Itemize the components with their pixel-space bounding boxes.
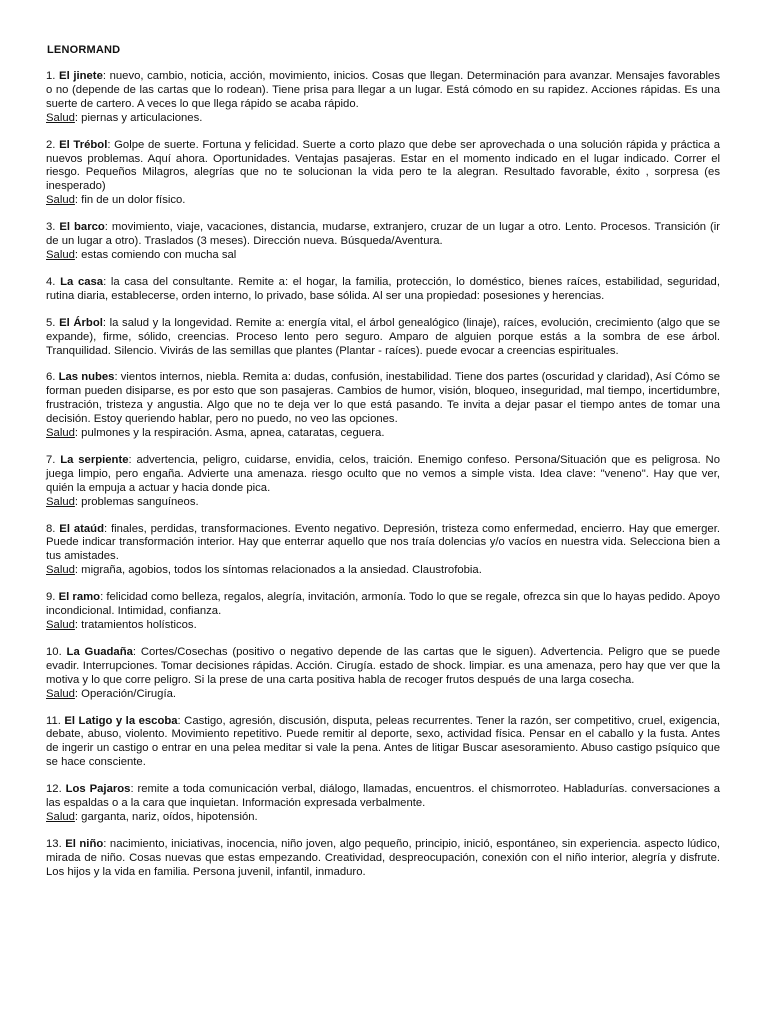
salud-text: : fin de un dolor físico.: [74, 194, 186, 207]
salud-label: Salud: [46, 810, 75, 823]
entry-text: : la salud y la longevidad. Remite a: energía vital, el árbol genealógico (linaje), raíces, evolución, crecimiento (algo que se expande), firme, sólido, creencias. Proceso lento pero seguro. Amparo de alguien porque estás a la sombra de ese árbol. Tranquilidad. Silencio. Vivirás de las semillas que plantes (Plantar - raíces). puede evocar a creencias espirituales.: [46, 316, 721, 357]
entry-number: 11.: [46, 714, 61, 727]
entry-number: 4.: [46, 275, 56, 288]
entry-text: : felicidad como belleza, regalos, alegría, invitación, armonía. Todo lo que se regale, ofrezca sin que lo hayas pedido. Apoyo incondicional. Intimidad, confianza.: [46, 591, 721, 618]
card-entry: [46, 70, 720, 126]
entry-paragraph: [46, 70, 720, 112]
salud-label: Salud: [46, 564, 75, 577]
entry-paragraph: [46, 591, 720, 619]
entry-paragraph: [46, 317, 720, 359]
entry-name: La serpiente: [60, 453, 129, 466]
salud-label: Salud: [46, 427, 75, 440]
entry-text: : Golpe de suerte. Fortuna y felicidad. Suerte a corto plazo que debe ser aprovechada o una solución rápida y práctica a nuevos problemas. Aquí ahora. Oportunidades. Ventajas pasajeras. Estar en el momento indicado en el lugar indicado. Correr el riesgo. Pequeños Milagros, alegrías que no te solucionan la vida pero te la alegran. Resultado favorable, éxito , sorpresa (es inesperado): [46, 138, 720, 193]
entry-number: 13.: [46, 837, 62, 850]
card-entry: [46, 838, 720, 880]
entry-number: 10.: [46, 645, 62, 658]
entry-name: La casa: [60, 275, 104, 288]
entry-name: El Trébol: [59, 138, 108, 151]
entry-paragraph: [46, 646, 720, 688]
salud-label: Salud: [46, 687, 75, 700]
salud-label: Salud: [46, 194, 75, 207]
entry-number: 12.: [46, 783, 62, 796]
card-entry: [46, 646, 720, 702]
document-title: LENORMAND: [47, 44, 121, 56]
entry-salud-line: [46, 249, 720, 263]
salud-text: : garganta, nariz, oídos, hipotensión.: [74, 810, 258, 823]
entry-paragraph: [46, 371, 720, 427]
entry-name: Las nubes: [58, 371, 115, 384]
entry-salud-line: [46, 811, 720, 825]
entry-paragraph: [46, 715, 720, 771]
entry-number: 8.: [46, 522, 56, 535]
card-entry: [46, 783, 720, 825]
entry-text: : Castigo, agresión, discusión, disputa, peleas recurrentes. Tener la razón, ser competitivo, cruel, exigencia, debate, abuso, violento. Movimiento repetitivo. Puede remitir al deporte, sexo, actividad física. Pensar en el caballo y la fusta. Antes de ingerir un castigo o entrar en una pelea meditar si vale la pena. Antes de litigar Buscar asesoramiento. Abuso castigo psíquico que se hace consciente.: [46, 714, 721, 769]
card-entry: [46, 715, 720, 771]
salud-label: Salud: [46, 619, 75, 631]
entry-text: : advertencia, peligro, cuidarse, envidia, celos, traición. Enemigo confeso. Persona/Situación que es peligrosa. No juega limpio, pero engaña. Advierte una amenaza. riesgo oculto que no vemos a simple vista. Idea clave: "veneno". Hay que ver, quién la empuja a actuar y hacia donde pica.: [46, 453, 720, 494]
entry-number: 6.: [46, 371, 56, 384]
entry-text: : la casa del consultante. Remite a: el hogar, la familia, protección, lo doméstico, bienes raíces, estabilidad, seguridad, rutina diaria, establecerse, orden interno, lo privado, base sólida. Al ser una propiedad: posesiones y herencias.: [46, 275, 720, 302]
entry-paragraph: [46, 783, 720, 811]
entry-name: El ramo: [58, 591, 101, 604]
entry-name: El barco: [59, 221, 105, 234]
entry-paragraph: [46, 221, 720, 249]
entry-name: El niño: [65, 837, 104, 850]
salud-label: Salud: [46, 495, 75, 508]
salud-text: : Operación/Cirugía.: [74, 687, 176, 700]
card-entry: [46, 523, 720, 579]
card-entry-list: [46, 70, 720, 893]
card-entry: [46, 454, 720, 510]
card-entry: [46, 371, 720, 441]
entry-text: : Cortes/Cosechas (positivo o negativo depende de las cartas que le siguen). Advertencia. Peligro que se puede evadir. Interrupciones. Tomar decisiones rápidas. Acción. Cirugía. estado de shock. limpiar. es una amenaza, pero hay que ver que la motiva y lo que corre peligro. Si la prese de una carta positiva habla de recoger frutos después de una larga cosecha.: [46, 645, 720, 686]
entry-paragraph: [46, 276, 720, 304]
entry-salud-line: [46, 688, 720, 702]
entry-name: La Guadaña: [66, 645, 133, 658]
entry-salud-line: [46, 427, 720, 441]
entry-number: 1.: [46, 70, 56, 82]
entry-salud-line: [46, 496, 720, 510]
entry-paragraph: [46, 523, 720, 565]
entry-salud-line: [46, 194, 720, 208]
entry-name: El Árbol: [59, 316, 103, 329]
salud-text: : pulmones y la respiración. Asma, apnea, cataratas, ceguera.: [74, 427, 385, 440]
card-entry: [46, 276, 720, 304]
salud-text: : tratamientos holísticos.: [74, 619, 197, 631]
card-entry: [46, 317, 720, 359]
entry-text: : nacimiento, iniciativas, inocencia, niño joven, algo pequeño, principio, inició, espontáneo, sin experiencia. aspecto lúdico, mirada de niño. Cosas nuevas que estas empezando. Creatividad, despreocupación, conexión con el niño interior, alegría y disfrute. Los hijos y la vida en familia. Persona juvenil, infantil, inmaduro.: [46, 837, 721, 878]
salud-text: : estas comiendo con mucha sal: [74, 248, 237, 261]
entry-salud-line: [46, 564, 720, 578]
card-entry: [46, 221, 720, 263]
entry-name: El jinete: [59, 70, 103, 82]
entry-name: El Latigo y la escoba: [64, 714, 178, 727]
entry-name: El ataúd: [59, 522, 104, 535]
entry-salud-line: [46, 112, 720, 126]
salud-text: : migraña, agobios, todos los síntomas relacionados a la ansiedad. Claustrofobia.: [74, 564, 482, 577]
salud-label: Salud: [46, 248, 75, 261]
entry-text: : vientos internos, niebla. Remita a: dudas, confusión, inestabilidad. Tiene dos partes (oscuridad y claridad), Así Cómo se forman pueden disiparse, es por esto que son pasajeras. Cambios de humor, visión, bloqueo, inseguridad, mal tiempo, incertidumbre, frustración, tristeza y angustia. Algo que no te deja ver lo que está pasando. Te invita a dejar pasar el tiempo antes de tomar una decisión. Estoy queriendo hablar, pero no puedo, no veo las opciones.: [46, 371, 721, 426]
entry-text: : movimiento, viaje, vacaciones, distancia, mudarse, extranjero, cruzar de un lugar a otro. Lento. Procesos. Transición (ir de un lugar a otro). Traslados (3 meses). Dirección nueva. Búsqueda/Aventura.: [46, 221, 721, 248]
entry-salud-line: [46, 619, 720, 633]
entry-number: 5.: [46, 316, 56, 329]
entry-text: : finales, perdidas, transformaciones. Evento negativo. Depresión, tristeza como enfermedad, encierro. Hay que emerger. Puede indicar transformación interior. Hay que enterrar aquello que nos traía dolencias y/o vacíos en nuestra vida. Selecciona bien a tus amistades.: [46, 522, 720, 563]
entry-name: Los Pajaros: [65, 783, 131, 796]
entry-paragraph: [46, 454, 720, 496]
entry-paragraph: [46, 139, 720, 195]
card-entry: [46, 139, 720, 209]
entry-number: 2.: [46, 138, 56, 151]
salud-text: : problemas sanguíneos.: [74, 495, 199, 508]
entry-text: : remite a toda comunicación verbal, diálogo, llamadas, encuentros. el chismorroteo. Habladurías. conversaciones a las espaldas o a la cara que inquietan. Información expresada verbalmente.: [46, 783, 720, 810]
entry-number: 7.: [46, 453, 56, 466]
entry-paragraph: [46, 838, 720, 880]
entry-number: 9.: [46, 591, 56, 604]
salud-text: : piernas y articulaciones.: [74, 111, 203, 124]
card-entry: [46, 591, 720, 633]
salud-label: Salud: [46, 111, 75, 124]
entry-text: : nuevo, cambio, noticia, acción, movimiento, inicios. Cosas que llegan. Determinación para avanzar. Mensajes favorables o no (depende de las cartas que lo rodean). Tiene prisa para llegar a un lugar. Está cómodo en su rapidez. Acciones rápidas. Es una suerte de cartero. A veces lo que llega rápido se acaba rápido.: [46, 70, 720, 110]
entry-number: 3.: [46, 221, 56, 234]
